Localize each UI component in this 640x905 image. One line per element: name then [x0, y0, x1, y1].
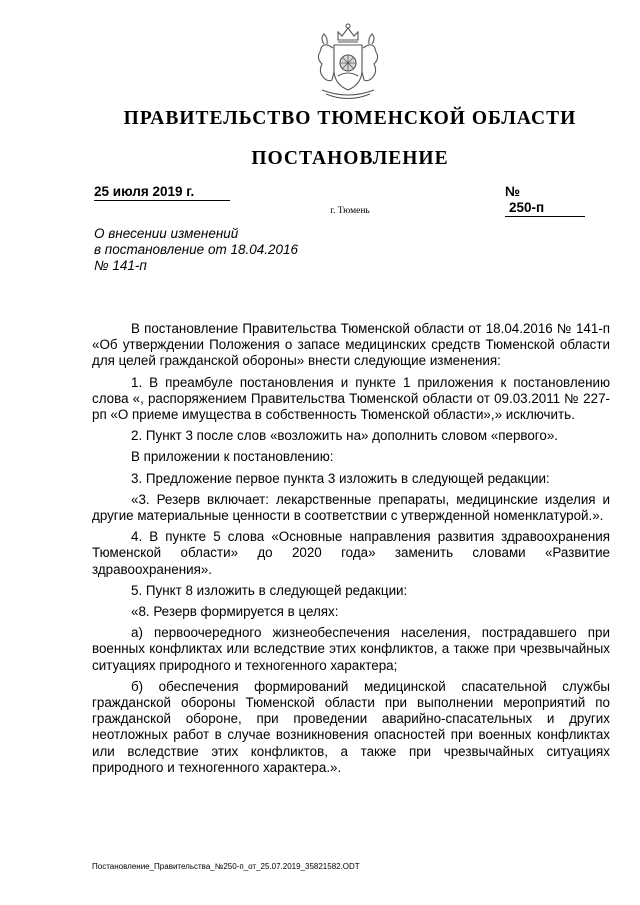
subject-line: в постановление от 18.04.2016: [94, 242, 299, 257]
document-type: ПОСТАНОВЛЕНИЕ: [251, 148, 449, 169]
body-paragraph: В постановление Правительства Тюменской области от 18.04.2016 № 141-п «Об утверждении Положения о запасе медицинских средств Тюменской области для целей гражданской обороны» внести следующие изменения:: [92, 321, 610, 369]
city: г. Тюмень: [330, 206, 370, 216]
body-paragraph: «8. Резерв формируется в целях:: [131, 604, 339, 620]
subject-block: [94, 226, 394, 274]
government-title: ПРАВИТЕЛЬСТВО ТЮМЕНСКОЙ ОБЛАСТИ: [123, 108, 577, 129]
body-paragraph: б) обеспечения формирований медицинской спасательной службы гражданской обороны Тюменской области при выполнении мероприятий по гражданской обороне, при проведении аварийно-спасательных и других неотложных работ в случае возникновения опасностей при военных конфликтах или вследствие этих конфликтов, а также при чрезвычайных ситуациях природного и техногенного характера.».: [92, 678, 610, 775]
body-paragraph: а) первоочередного жизнеобеспечения населения, пострадавшего при военных конфликтах или вследствие этих конфликтов, а также при чрезвычайных ситуациях природного и техногенного характера;: [92, 625, 610, 673]
subject-line: № 141-п: [94, 258, 147, 273]
body-paragraph: «3. Резерв включает: лекарственные препараты, медицинские изделия и другие материальные ценности в соответствии с утвержденной номенклатурой.».: [92, 491, 610, 524]
body-paragraph: 4. В пункте 5 слова «Основные направления развития здравоохранения Тюменской области» до 2020 года» заменить словами «Развитие здравоохранения».: [92, 529, 610, 577]
body-paragraph: В приложении к постановлению:: [131, 449, 334, 465]
subject-line: О внесении изменений: [94, 226, 239, 241]
document-date: 25 июля 2019 г.: [94, 184, 230, 201]
body-paragraph: 5. Пункт 8 изложить в следующей редакции:: [131, 582, 408, 598]
body-paragraph: 1. В преамбуле постановления и пункте 1 приложения к постановлению слова «, распоряжением Правительства Тюменской области от 09.03.2011 № 227-рп «О приеме имущества в собственность Тюменской области»,» исключить.: [92, 374, 610, 423]
number-sign: №: [505, 184, 521, 199]
document-body: [92, 321, 610, 781]
number-value: 250-п: [505, 200, 585, 217]
footer-filename: Постановление_Правительства_№250-п_от_25.07.2019_35821582.ODT: [92, 862, 360, 871]
body-paragraph: 3. Предложение первое пункта 3 изложить в следующей редакции:: [131, 470, 550, 486]
body-paragraph: 2. Пункт 3 после слов «возложить на» дополнить словом «первого».: [131, 428, 559, 444]
tyumen-oblast-coat-of-arms-icon: [300, 18, 396, 104]
